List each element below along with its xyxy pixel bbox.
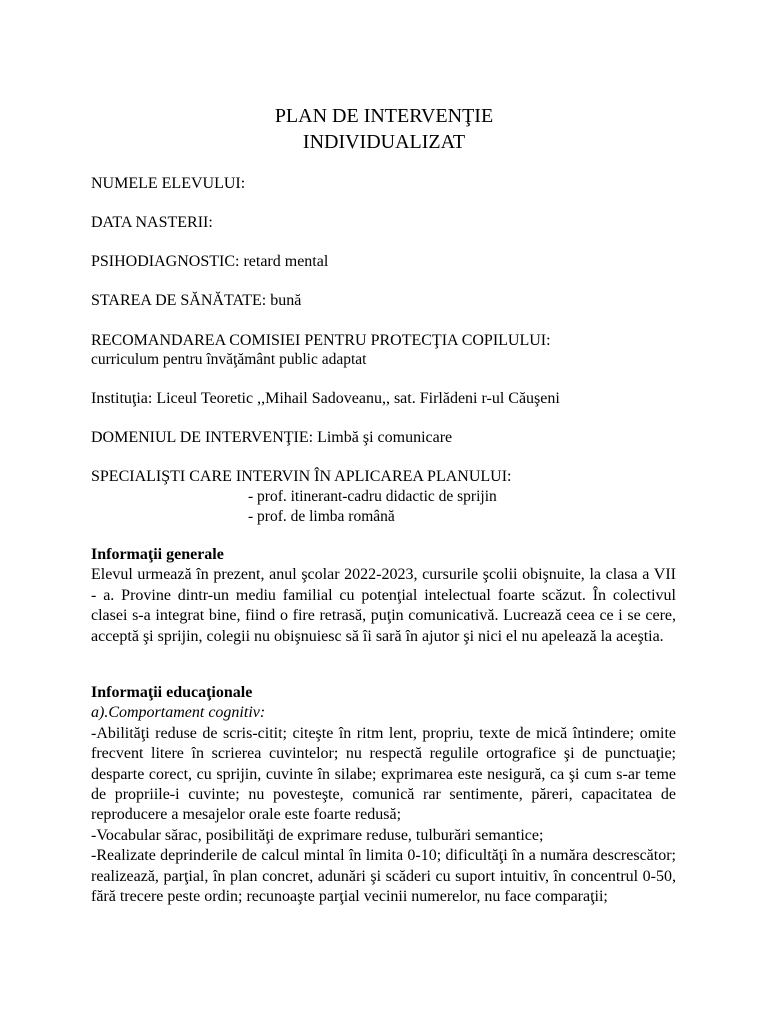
general-info-section bbox=[91, 545, 676, 647]
specialist-item: - prof. itinerant-cadru didactic de sprijin bbox=[248, 488, 497, 505]
document-title-line-2: INDIVIDUALIZAT bbox=[302, 131, 466, 153]
commission-recommendation-text: curriculum pentru învăţământ public adaptat bbox=[91, 351, 367, 368]
educational-info-item: -Realizate deprinderile de calcul mintal în limita 0-10; dificultăţi în a număra descrescător; realizează, parţial, în plan concret, adunări şi scăderi cu suport intuitiv, în concentrul 0-50, fără trecere peste ordin; recunoaşte parţial vecinii numerelor, nu face comparaţii; bbox=[91, 847, 676, 906]
health-status-field: STAREA DE SĂNĂTATE: bună bbox=[91, 292, 302, 309]
specialists-heading: SPECIALIŞTI CARE INTERVIN ÎN APLICAREA PLANULUI: bbox=[91, 468, 512, 485]
educational-info-item: -Vocabular sărac, posibilităţi de exprimare reduse, tulburări semantice; bbox=[91, 826, 544, 844]
psychodiagnosis-field: PSIHODIAGNOSTIC: retard mental bbox=[91, 253, 329, 270]
educational-info-heading: Informaţii educaţionale bbox=[91, 684, 253, 701]
general-info-heading: Informaţii generale bbox=[91, 546, 224, 563]
birth-date-field: DATA NASTERII: bbox=[91, 214, 213, 231]
cognitive-behavior-label: a).Comportament cognitiv: bbox=[91, 704, 266, 722]
commission-recommendation-heading: RECOMANDAREA COMISIEI PENTRU PROTECŢIA COPILULUI: bbox=[91, 332, 551, 349]
educational-info-section bbox=[91, 683, 676, 907]
student-name-field: NUMELE ELEVULUI: bbox=[91, 175, 246, 192]
institution-field: Instituţia: Liceul Teoretic ,,Mihail Sadoveanu,, sat. Firlădeni r-ul Căuşeni bbox=[91, 390, 560, 407]
intervention-domain-field: DOMENIUL DE INTERVENŢIE: Limbă şi comunicare bbox=[91, 429, 453, 446]
educational-info-item: -Abilităţi reduse de scris-citit; citeşte în ritm lent, propriu, texte de mică întindere; omite frecvent litere în scrierea cuvintelor; nu respectă regulile ortografice şi de punctuaţie; desparte corect, cu sprijin, cuvinte în silabe; exprimarea este nesigură, ca şi cum s-ar teme de propriile-i cuvinte; nu povesteşte, comunică rar sentimente, păreri, capacitatea de reproducere a mesajelor orale este foarte redusă; bbox=[91, 724, 676, 824]
specialist-item: - prof. de limba română bbox=[248, 508, 395, 525]
general-info-text: Elevul urmează în prezent, anul şcolar 2022-2023, cursurile şcolii obişnuite, la clasa a VII - a. Provine dintr-un mediu familial cu potenţial intelectual foarte scăzut. În colectivul clasei s-a integrat bine, fiind o fire retrasă, puţin comunicativă. Lucrează ceea ce i se cere, acceptă şi sprijin, colegii nu obişnuiesc să îi sară în ajutor şi nici el nu apelează la aceştia. bbox=[91, 566, 676, 645]
document-title-line-1: PLAN DE INTERVENŢIE bbox=[274, 105, 494, 127]
